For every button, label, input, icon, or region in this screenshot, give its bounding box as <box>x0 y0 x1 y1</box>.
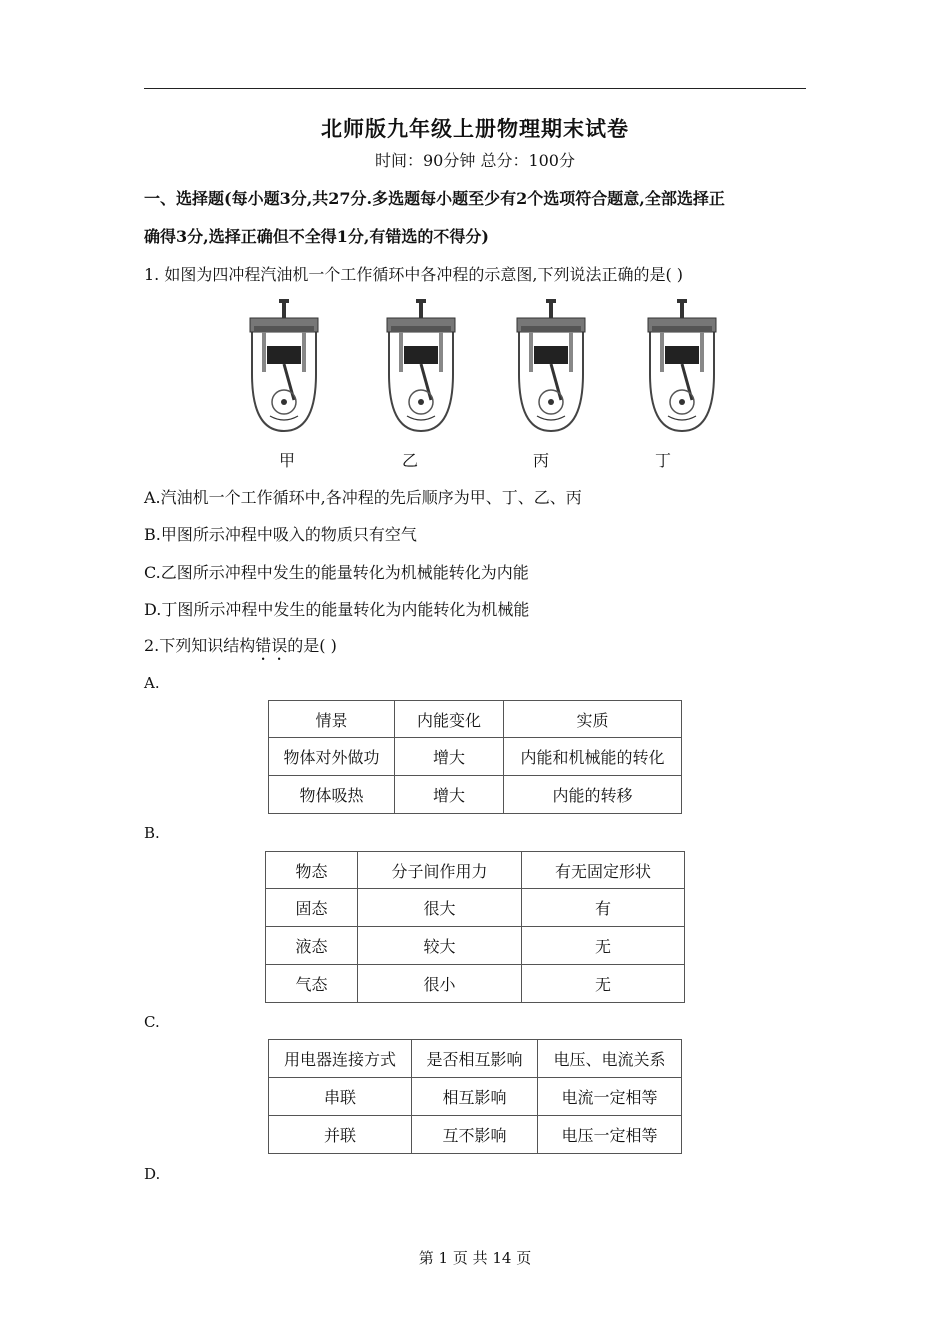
table-cell: 用电器连接方式 <box>269 1040 412 1078</box>
table-cell: 实质 <box>504 701 682 738</box>
engine-figure-jia <box>250 299 318 431</box>
table-cell: 增大 <box>395 776 504 814</box>
table-row <box>266 889 685 927</box>
table-cell: 有无固定形状 <box>522 852 685 889</box>
table-row <box>269 701 682 738</box>
question-2-stem-suffix: 的是( ) <box>287 636 337 655</box>
table-row <box>266 965 685 1003</box>
header-rule <box>144 88 806 89</box>
table-cell: 内能的转移 <box>504 776 682 814</box>
table-cell: 内能变化 <box>395 701 504 738</box>
option-c-label: C. <box>144 1013 160 1031</box>
table-cell: 串联 <box>269 1078 412 1116</box>
table-cell: 电流一定相等 <box>538 1078 682 1116</box>
table-cell: 增大 <box>395 738 504 776</box>
table-option-b <box>265 851 685 1003</box>
table-row <box>269 1116 682 1154</box>
table-cell: 相互影响 <box>412 1078 538 1116</box>
engine-stroke-figures <box>224 296 724 436</box>
table-cell: 较大 <box>358 927 522 965</box>
figure-label-ding: 丁 <box>654 451 671 470</box>
table-row <box>269 738 682 776</box>
engine-figure-bing <box>517 299 585 431</box>
table-cell: 物体吸热 <box>269 776 395 814</box>
question-1-option-a: A.汽油机一个工作循环中,各冲程的先后顺序为甲、丁、乙、丙 <box>144 488 582 507</box>
page-title: 北师版九年级上册物理期末试卷 <box>321 116 629 141</box>
table-cell: 有 <box>522 889 685 927</box>
question-2-stem-prefix: 2.下列知识结构 <box>144 636 256 655</box>
question-1-option-d: D.丁图所示冲程中发生的能量转化为内能转化为机械能 <box>144 600 530 619</box>
section-heading-line-1: 一、选择题(每小题3分,共27分.多选题每小题至少有2个选项符合题意,全部选择正 <box>144 189 725 208</box>
engine-figure-yi <box>387 299 455 431</box>
option-b-label: B. <box>144 824 160 842</box>
table-cell: 很小 <box>358 965 522 1003</box>
table-cell: 是否相互影响 <box>412 1040 538 1078</box>
table-cell: 很大 <box>358 889 522 927</box>
table-row <box>266 852 685 889</box>
table-cell: 气态 <box>266 965 358 1003</box>
question-1-option-c: C.乙图所示冲程中发生的能量转化为机械能转化为内能 <box>144 563 529 582</box>
table-row <box>269 1040 682 1078</box>
table-cell: 物体对外做功 <box>269 738 395 776</box>
table-cell: 互不影响 <box>412 1116 538 1154</box>
table-row <box>266 927 685 965</box>
table-cell: 情景 <box>269 701 395 738</box>
option-d-label: D. <box>144 1165 161 1183</box>
table-option-a <box>268 700 682 814</box>
question-2-stem <box>144 633 337 664</box>
section-heading-line-2: 确得3分,选择正确但不全得1分,有错选的不得分) <box>144 227 489 246</box>
table-cell: 固态 <box>266 889 358 927</box>
page-footer: 第 1 页 共 14 页 <box>418 1249 532 1267</box>
table-row <box>269 1078 682 1116</box>
table-cell: 分子间作用力 <box>358 852 522 889</box>
engine-figure-ding <box>648 299 716 431</box>
figure-label-yi: 乙 <box>401 451 418 470</box>
question-2-stem-emphasis: 错误 <box>255 636 288 655</box>
table-option-c <box>268 1039 682 1154</box>
question-1-option-b: B.甲图所示冲程中吸入的物质只有空气 <box>144 525 417 544</box>
option-a-label: A. <box>144 674 160 692</box>
table-cell: 物态 <box>266 852 358 889</box>
figure-label-bing: 丙 <box>532 451 549 470</box>
question-1-stem: 1. 如图为四冲程汽油机一个工作循环中各冲程的示意图,下列说法正确的是( ) <box>144 265 684 284</box>
figure-label-jia: 甲 <box>278 451 295 470</box>
table-cell: 电压一定相等 <box>538 1116 682 1154</box>
exam-info: 时间：90分钟 总分：100分 <box>375 151 575 170</box>
table-cell: 内能和机械能的转化 <box>504 738 682 776</box>
table-cell: 并联 <box>269 1116 412 1154</box>
table-cell: 电压、电流关系 <box>538 1040 682 1078</box>
table-cell: 无 <box>522 927 685 965</box>
table-cell: 无 <box>522 965 685 1003</box>
table-row <box>269 776 682 814</box>
table-cell: 液态 <box>266 927 358 965</box>
